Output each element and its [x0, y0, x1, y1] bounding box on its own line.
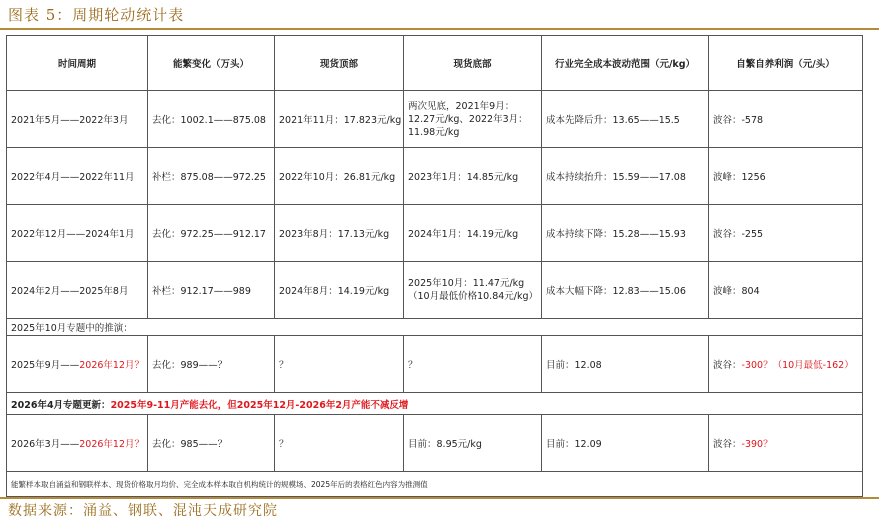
table-row — [7, 91, 863, 148]
cell-cost: 成本持续抬升：15.59——17.08 — [542, 148, 709, 205]
cell-period — [7, 415, 148, 472]
cell-sow: 去化：1002.1——875.08 — [148, 91, 275, 148]
cell-bottom: 2024年1月：14.19元/kg — [404, 205, 542, 262]
cell-period: 2022年4月——2022年11月 — [7, 148, 148, 205]
profit-label: 波谷： — [713, 439, 742, 450]
cell-profit: 波峰：804 — [709, 262, 863, 319]
table-row — [7, 148, 863, 205]
cell-period: 2022年12月——2024年1月 — [7, 205, 148, 262]
table-row — [7, 262, 863, 319]
cell-bottom: 两次见底，2021年9月：12.27元/kg、2022年3月：11.98元/kg — [404, 91, 542, 148]
section-label-apr — [7, 393, 863, 415]
cell-top: 2021年11月：17.823元/kg — [275, 91, 404, 148]
footnote-row — [7, 472, 863, 497]
period-start: 2025年9月—— — [11, 360, 80, 371]
cell-profit: 波谷：-578 — [709, 91, 863, 148]
cell-cost: 目前：12.08 — [542, 336, 709, 393]
table-header-row — [7, 36, 863, 91]
header-sow-change: 能繁变化（万头） — [148, 36, 275, 91]
cell-profit: 波谷：-255 — [709, 205, 863, 262]
table-footnote: 能繁样本取自涌益和钢联样本、现货价格取月均价、完全成本样本取自机构统计的规模场、2025年后的表格红色内容为推测值 — [7, 472, 863, 497]
cell-profit — [709, 336, 863, 393]
forecast-row-apr — [7, 415, 863, 472]
header-spot-top: 现货顶部 — [275, 36, 404, 91]
header-spot-bottom: 现货底部 — [404, 36, 542, 91]
cell-cost: 成本先降后升：13.65——15.5 — [542, 91, 709, 148]
cell-sow: 补栏：912.17——989 — [148, 262, 275, 319]
cell-top: 2022年10月：26.81元/kg — [275, 148, 404, 205]
period-end-forecast: 2026年12月？ — [79, 360, 144, 371]
table-row — [7, 205, 863, 262]
cell-profit — [709, 415, 863, 472]
header-profit: 自繁自养利润（元/头） — [709, 36, 863, 91]
profit-label: 波谷： — [713, 360, 742, 371]
period-start: 2026年3月—— — [11, 439, 80, 450]
cell-bottom: ？ — [404, 336, 542, 393]
cell-bottom: 目前：8.95元/kg — [404, 415, 542, 472]
cell-top: ？ — [275, 415, 404, 472]
top-rule — [0, 28, 879, 30]
cycle-rotation-table — [6, 35, 863, 497]
cell-sow: 去化：972.25——912.17 — [148, 205, 275, 262]
section-row-apr — [7, 393, 863, 415]
section-row-oct — [7, 319, 863, 336]
cell-top: 2024年8月：14.19元/kg — [275, 262, 404, 319]
cell-period: 2021年5月——2022年3月 — [7, 91, 148, 148]
cell-cost: 成本持续下降：15.28——15.93 — [542, 205, 709, 262]
header-cost-range: 行业完全成本波动范围（元/kg） — [542, 36, 709, 91]
period-end-forecast: 2026年12月？ — [79, 439, 144, 450]
section-apr-update: 2025年9-11月产能去化，但2025年12月-2026年2月产能不减反增 — [110, 399, 409, 411]
cell-bottom: 2025年10月：11.47元/kg（10月最低价格10.84元/kg） — [404, 262, 542, 319]
header-period: 时间周期 — [7, 36, 148, 91]
profit-forecast: -390？ — [741, 439, 773, 450]
chart-title: 图表 5：周期轮动统计表 — [8, 6, 185, 24]
cell-sow: 补栏：875.08——972.25 — [148, 148, 275, 205]
cell-profit: 波峰：1256 — [709, 148, 863, 205]
cell-cost: 目前：12.09 — [542, 415, 709, 472]
forecast-row-oct — [7, 336, 863, 393]
cell-cost: 成本大幅下降：12.83——15.06 — [542, 262, 709, 319]
cell-period: 2024年2月——2025年8月 — [7, 262, 148, 319]
cell-sow: 去化：989——？ — [148, 336, 275, 393]
cell-bottom: 2023年1月：14.85元/kg — [404, 148, 542, 205]
cell-top: ？ — [275, 336, 404, 393]
section-apr-title: 2026年4月专题更新： — [11, 399, 111, 411]
data-source: 数据来源：涌益、钢联、混沌天成研究院 — [8, 503, 278, 519]
profit-forecast: -300？（10月最低-162） — [741, 360, 854, 371]
cell-sow: 去化：985——？ — [148, 415, 275, 472]
bottom-rule — [0, 497, 879, 499]
cell-top: 2023年8月：17.13元/kg — [275, 205, 404, 262]
cell-period — [7, 336, 148, 393]
section-label-oct: 2025年10月专题中的推演： — [7, 319, 863, 336]
